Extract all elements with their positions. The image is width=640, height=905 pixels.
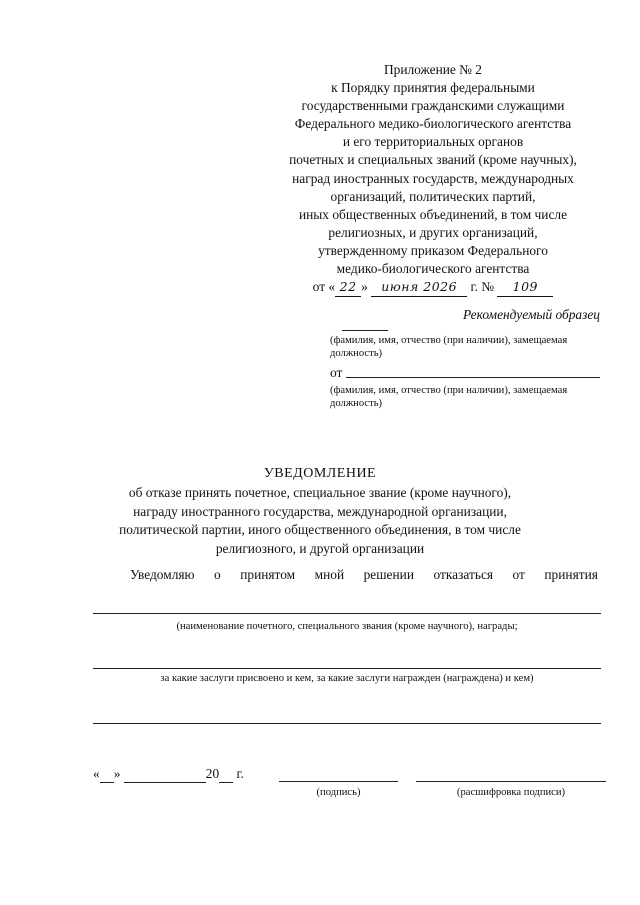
order-number: 109 — [497, 278, 553, 297]
order-day: 22 — [335, 278, 361, 297]
order-month-year: июня 2026 — [371, 278, 467, 297]
appendix-line: утвержденному приказом Федерального — [318, 242, 548, 258]
day-blank — [100, 766, 114, 783]
appendix-line: религиозных, и других организаций, — [328, 224, 538, 240]
to-caption: (фамилия, имя, отчество (при наличии), замещаемая должность) — [330, 335, 568, 359]
appendix-line: государственными гражданскими служащими — [301, 98, 565, 114]
merit-line — [93, 668, 601, 669]
notice-subtitle — [40, 484, 600, 558]
subtitle-line: политической партии, иного общественного объединения, в том числе — [119, 522, 521, 537]
signature-caption: (подпись) — [316, 787, 361, 798]
body-word: принятом — [240, 567, 296, 582]
appendix-line: Приложение № 2 — [383, 62, 483, 77]
award-name-line — [93, 613, 601, 614]
addressee-block — [330, 330, 600, 410]
subtitle-line: религиозного, и другой организации — [215, 540, 425, 556]
decoding-line — [416, 781, 606, 782]
subtitle-line: награду иностранного государства, международной организации, — [133, 503, 507, 519]
body-word: отказаться — [433, 567, 494, 582]
from-label: от — [330, 365, 343, 380]
appendix-line: к Порядку принятия федеральными — [331, 80, 535, 96]
order-number-label: г. № — [470, 279, 494, 295]
signature-date — [93, 766, 244, 783]
notice-body-line — [130, 567, 598, 583]
appendix-line: организаций, политических партий, — [330, 188, 536, 204]
to-name-line — [342, 330, 388, 331]
appendix-header — [258, 61, 608, 297]
year-blank — [219, 766, 233, 783]
recommended-sample-label: Рекомендуемый образец — [462, 307, 600, 322]
order-date-line — [258, 278, 608, 297]
date-separator: » — [361, 279, 368, 295]
notice-title: УВЕДОМЛЕНИЕ — [263, 466, 377, 481]
body-word: Уведомляю — [130, 567, 195, 582]
date-open-quote: « — [93, 766, 100, 781]
award-name-caption: (наименование почетного, специального звания (кроме научного), награды; — [176, 621, 518, 632]
signature-line — [279, 781, 398, 782]
body-word: принятия — [544, 567, 598, 582]
body-word: мной — [314, 567, 345, 582]
date-prefix: от « — [312, 279, 336, 295]
year-prefix: 20 — [205, 766, 220, 781]
appendix-line: иных общественных объединений, в том числе — [298, 206, 568, 222]
body-word: решении — [363, 567, 415, 582]
subtitle-line: об отказе принять почетное, специальное звание (кроме научного), — [128, 485, 512, 500]
appendix-line: и его территориальных органов — [342, 134, 524, 150]
body-word: от — [512, 567, 525, 582]
from-name-line — [346, 377, 600, 378]
month-blank — [124, 766, 206, 783]
merit-caption: за какие заслуги присвоено и кем, за какие заслуги награжден (награждена) и кем) — [160, 673, 534, 684]
body-word: о — [214, 567, 221, 582]
appendix-line: Федерального медико-биологического агентства — [294, 116, 572, 132]
appendix-line: почетных и специальных званий (кроме научных), — [289, 152, 577, 168]
appendix-line: наград иностранных государств, международных — [292, 170, 574, 186]
decoding-caption: (расшифровка подписи) — [456, 787, 566, 798]
from-caption: (фамилия, имя, отчество (при наличии), замещаемая должность) — [330, 385, 568, 409]
extra-line — [93, 723, 601, 724]
year-suffix: г. — [236, 766, 244, 781]
from-row — [330, 365, 600, 381]
appendix-line: медико-биологического агентства — [336, 261, 530, 277]
date-close-quote: » — [113, 766, 121, 781]
